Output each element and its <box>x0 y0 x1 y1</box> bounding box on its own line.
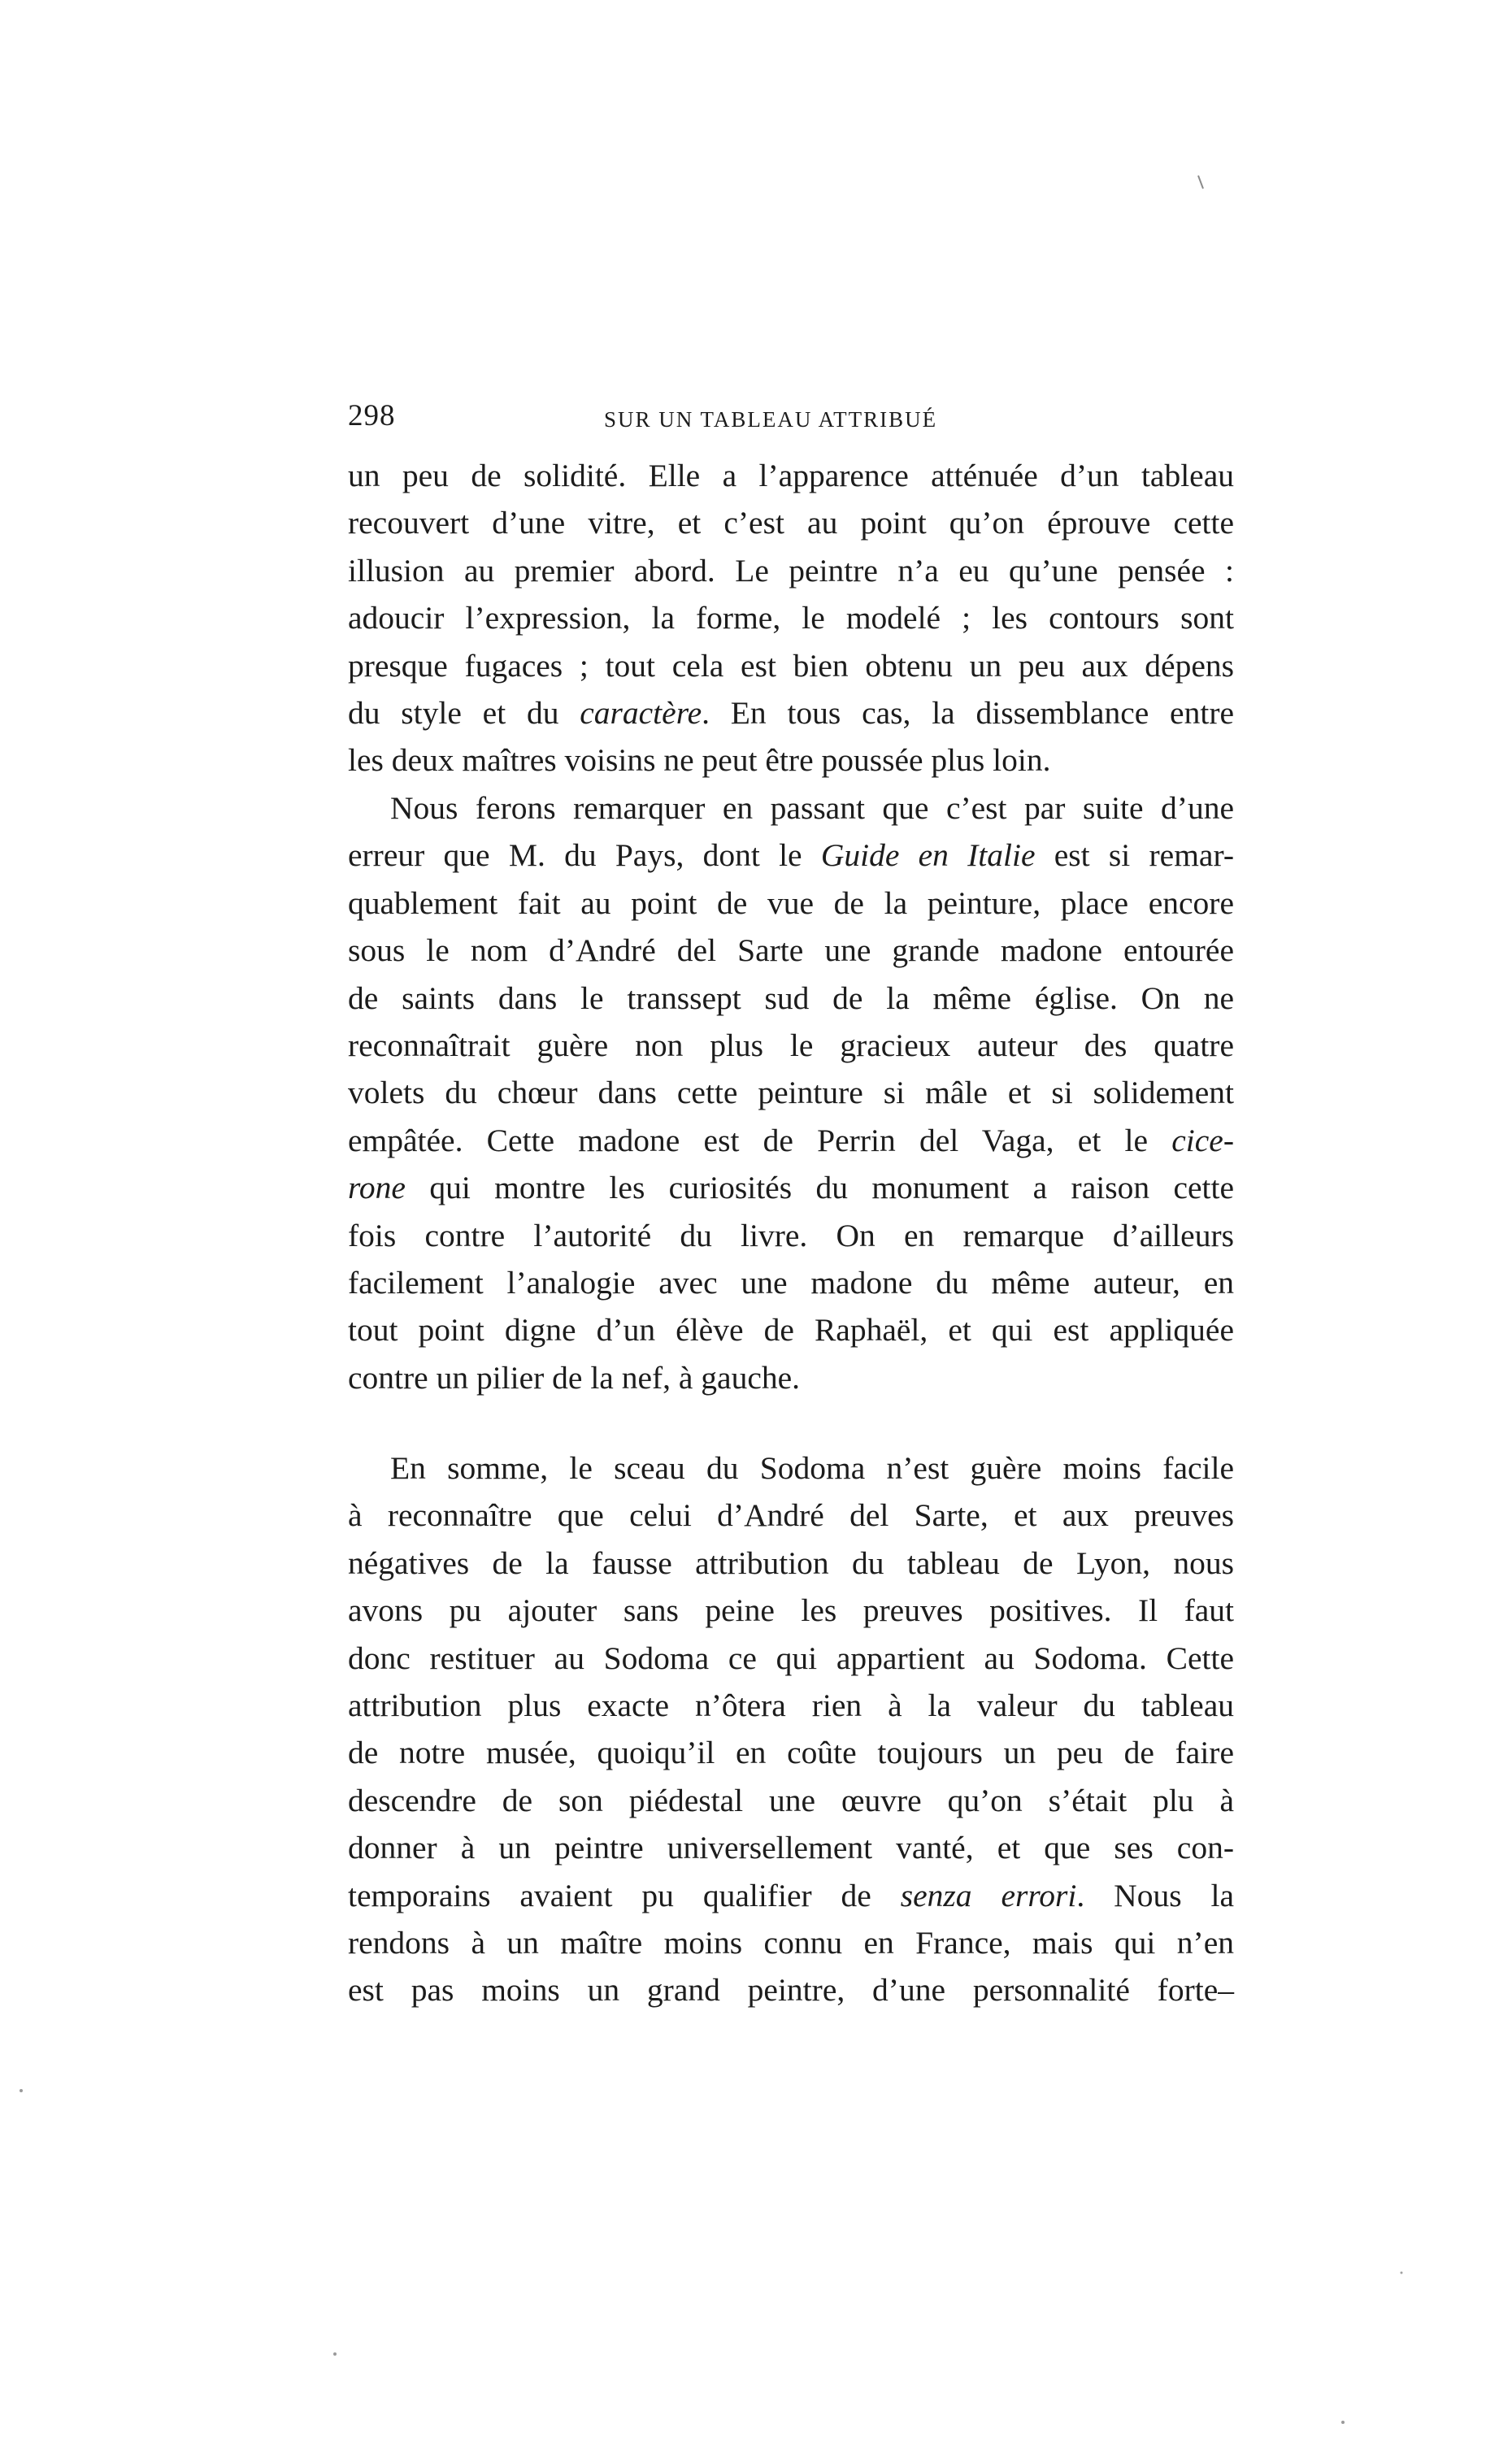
text-line: à reconnaître que celui d’André del Sarte, et aux preuves <box>348 1497 1234 1534</box>
text-run: est si remar- <box>1035 837 1234 874</box>
text-line: facilement l’analogie avec une madone du même auteur, en <box>348 1264 1234 1301</box>
scan-speck <box>1401 2272 1403 2274</box>
italic-term: caractère <box>580 694 702 731</box>
text-run: du style et du <box>348 694 580 731</box>
text-line: descendre de son piédestal une œuvre qu’on s’était plu à <box>348 1782 1234 1818</box>
text-line: attribution plus exacte n’ôtera rien à la valeur du tableau <box>348 1687 1234 1723</box>
text-run: temporains avaient pu qualifier de <box>348 1877 901 1913</box>
text-line: négatives de la fausse attribution du tableau de Lyon, nous <box>348 1544 1234 1581</box>
scan-speck <box>20 2089 23 2092</box>
text-line: tout point digne d’un élève de Raphaël, et qui est appliquée <box>348 1312 1234 1349</box>
text-line: volets du chœur dans cette peinture si mâle et si solidement <box>348 1075 1234 1111</box>
text-line <box>348 1164 1234 1211</box>
italic-term: rone <box>348 1170 406 1206</box>
text-line: En somme, le sceau du Sodoma n’est guère moins facile <box>390 1450 1234 1486</box>
text-line <box>348 832 1234 879</box>
text-line: quablement fait au point de vue de la peinture, place encore <box>348 884 1234 921</box>
text-run: qui montre les curiosités du monument a raison cette <box>405 1170 1234 1206</box>
paragraph-2 <box>348 784 1234 1401</box>
text-line: sous le nom d’André del Sarte une grande madone entourée <box>348 932 1234 969</box>
scan-speck <box>1198 176 1203 189</box>
text-line: contre un pilier de la nef, à gauche. <box>348 1359 801 1396</box>
page-header <box>348 398 1234 444</box>
paragraph-1 <box>348 452 1234 784</box>
text-run: . En tous cas, la dissemblance entre <box>702 694 1235 731</box>
text-line: recouvert d’une vitre, et c’est au point qu’on éprouve cette <box>348 505 1234 541</box>
text-line: donc restituer au Sodoma ce qui appartient au Sodoma. Cette <box>348 1640 1234 1676</box>
italic-title: Guide en Italie <box>820 837 1036 874</box>
scan-speck <box>1341 2421 1345 2424</box>
text-line: avons pu ajouter sans peine les preuves positives. Il faut <box>348 1592 1234 1629</box>
text-line: reconnaîtrait guère non plus le gracieux auteur des quatre <box>348 1027 1234 1063</box>
text-line: de saints dans le transsept sud de la même église. On ne <box>348 979 1234 1016</box>
text-line: adoucir l’expression, la forme, le modelé ; les contours sont <box>348 600 1234 636</box>
text-line <box>348 689 1234 736</box>
scan-speck <box>333 2352 337 2356</box>
text-line: illusion au premier abord. Le peintre n’a eu qu’une pensée : <box>348 552 1234 589</box>
italic-term: senza errori <box>900 1877 1077 1913</box>
text-run: empâtée. Cette madone est de Perrin del Vaga, et le <box>348 1122 1172 1158</box>
text-line: est pas moins un grand peintre, d’une personnalité forte– <box>348 1972 1234 2009</box>
text-run: erreur que M. du Pays, dont le <box>348 837 821 874</box>
italic-term: cice- <box>1171 1122 1234 1158</box>
text-line: donner à un peintre universellement vanté, et que ses con- <box>348 1830 1234 1866</box>
page-number: 298 <box>348 399 396 432</box>
text-run: . Nous la <box>1076 1877 1235 1913</box>
text-line: rendons à un maître moins connu en France, mais qui n’en <box>348 1924 1234 1961</box>
text-line <box>348 1872 1234 1919</box>
text-line: les deux maîtres voisins ne peut être poussée plus loin. <box>348 742 1051 779</box>
running-head: SUR UN TABLEAU ATTRIBUÉ <box>604 407 938 432</box>
text-line: un peu de solidité. Elle a l’apparence atténuée d’un tableau <box>348 458 1234 493</box>
text-line: de notre musée, quoiqu’il en coûte toujours un peu de faire <box>348 1735 1234 1771</box>
text-line: Nous ferons remarquer en passant que c’est par suite d’une <box>390 790 1234 826</box>
paragraph-3 <box>348 1444 1234 2014</box>
text-line: fois contre l’autorité du livre. On en remarque d’ailleurs <box>348 1217 1234 1253</box>
text-line: presque fugaces ; tout cela est bien obtenu un peu aux dépens <box>348 647 1234 684</box>
text-line <box>348 1117 1234 1164</box>
